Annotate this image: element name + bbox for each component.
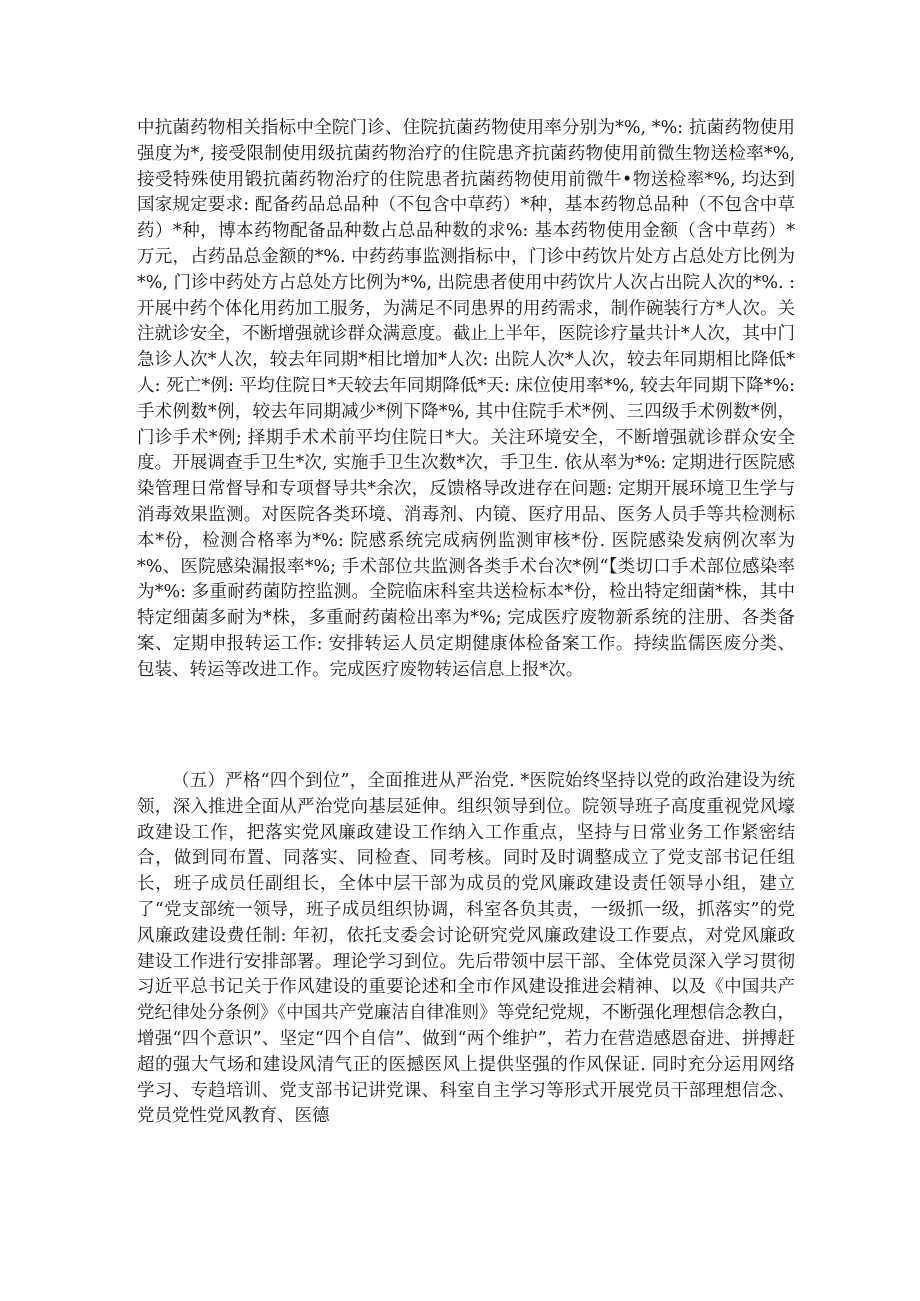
paragraph-text: （五）严格“四个到位”，全面推进从严治党. *医院始终坚持以党的政治建设为统领，深入推进全面从严治党向基层延伸。组织领导到位。院领导班子高度重视党风壕政建设工作，把落实党风廉政建设工作纳入工作重点，坚持与日常业务工作紧密结合，做到同布置、同落实、同检查、同考核。同时及时调整成立了党支部书记任组长，班子成员任副组长，全体中层干部为成员的党风廉政建设责任领导小组，建立了“党支部统一领导，班子成员组织协调，科室各负其责，一级抓一级，抓落实”的党风廉政建设费任制: 年初，依托支委会讨论研究党风廉政建设工作要点，对党风廉政建设工作进行安排部署。理论学习到位。先后带领中层干部、全体党员深入学习贯彻习近平总书记关于作风建设的重要论述和全市作风建设推进会精神、以及《中国共产党纪律处分条例》《中国共产党廉洁自律准则》等党纪党规，不断强化理想信念教白，增强“四个意识”、坚定“四个自信”、做到“两个维护”，若力在营造感恩奋进、拼搏赶超的强大气场和建设风清气正的医撼医风上提供坚强的作风保证. 同时充分运用网络学习、专趋培训、党支部书记讲党课、科室自主学习等形式开展党员干部理想信念、党员党性党风教育、医德	[137, 771, 795, 1127]
paragraph-antibiotics-safety	[137, 116, 795, 684]
paragraph-text: 中抗菌药物相关指标中全院门诊、住院抗菌药物使用率分别为*%, *%: 抗菌药物使用强度为*, 接受限制使用级抗菌药物治疗的住院患齐抗菌药物使用前微生物送检率*%, 接受特殊使用锻抗菌药物治疗的住院患者抗菌药物使用前微牛•物送检率*%, 均达到国家规定要求: 配备药品总品种（不包含中草药）*种，基本药物总品种（不包含中草药）*种，博本药物配备品种数占总品种数的求%: 基本药物使用金额（含中草药）*万元，占药品总金额的*%. 中药药事监测指标中，门诊中药饮片处方占总处方比例为*%, 门诊中药处方占总处方比例为*%, 出院患者使用中药饮片人次占出院人次的*%. : 开展中药个体化用药加工服务，为满足不同患界的用药需求，制作碗装行方*人次。关注就诊安全，不断增强就诊群众满意度。截止上半年，医院诊疗量共计*人次，其中门急诊人次*人次，较去年同期*相比增加*人次: 出院人次*人次，较去年同期相比降低*人: 死亡*例: 平均住院日*天较去年同期降低*天: 床位使用率*%, 较去年同期下降*%: 手术例数*例，较去年同期减少*例下降*%, 其中住院手术*例、三四级手术例数*例，门诊手术*例; 择期手术术前平均住院日*大。关注环境安全，不断增强就诊群众安全度。开展调查手卫生*次, 实施手卫生次数*次，手卫生. 依从率为*%: 定期进行医院感染管理日常督导和专项督导共*余次，反馈格导改进存在问题: 定期开展环境卫生学与消毒效果监测。对医院各类环境、消毒剂、内镜、医疗用品、医务人员手等共检测标本*份，检测合格率为*%: 院感系统完成病例监测审核*份. 医院感染发病例次率为*%、医院感染漏报率*%; 手术部位共监测各类手术台次*例“【类切口手术部位感染率为*%: 多重耐药菌防控监测。全院临床科室共送检标本*份，检出特定细菌*株，其中特定细菌多耐为*株，多重耐药菌检出率为*%; 完成医疗废物新系统的注册、各类备案、定期申报转运工作: 安排转运人员定期健康体检备案工作。持续监儒医废分类、包装、转运等改进工作。完成医疗废物转运信息上报*次。	[137, 118, 795, 680]
paragraph-party-discipline	[137, 769, 795, 1130]
